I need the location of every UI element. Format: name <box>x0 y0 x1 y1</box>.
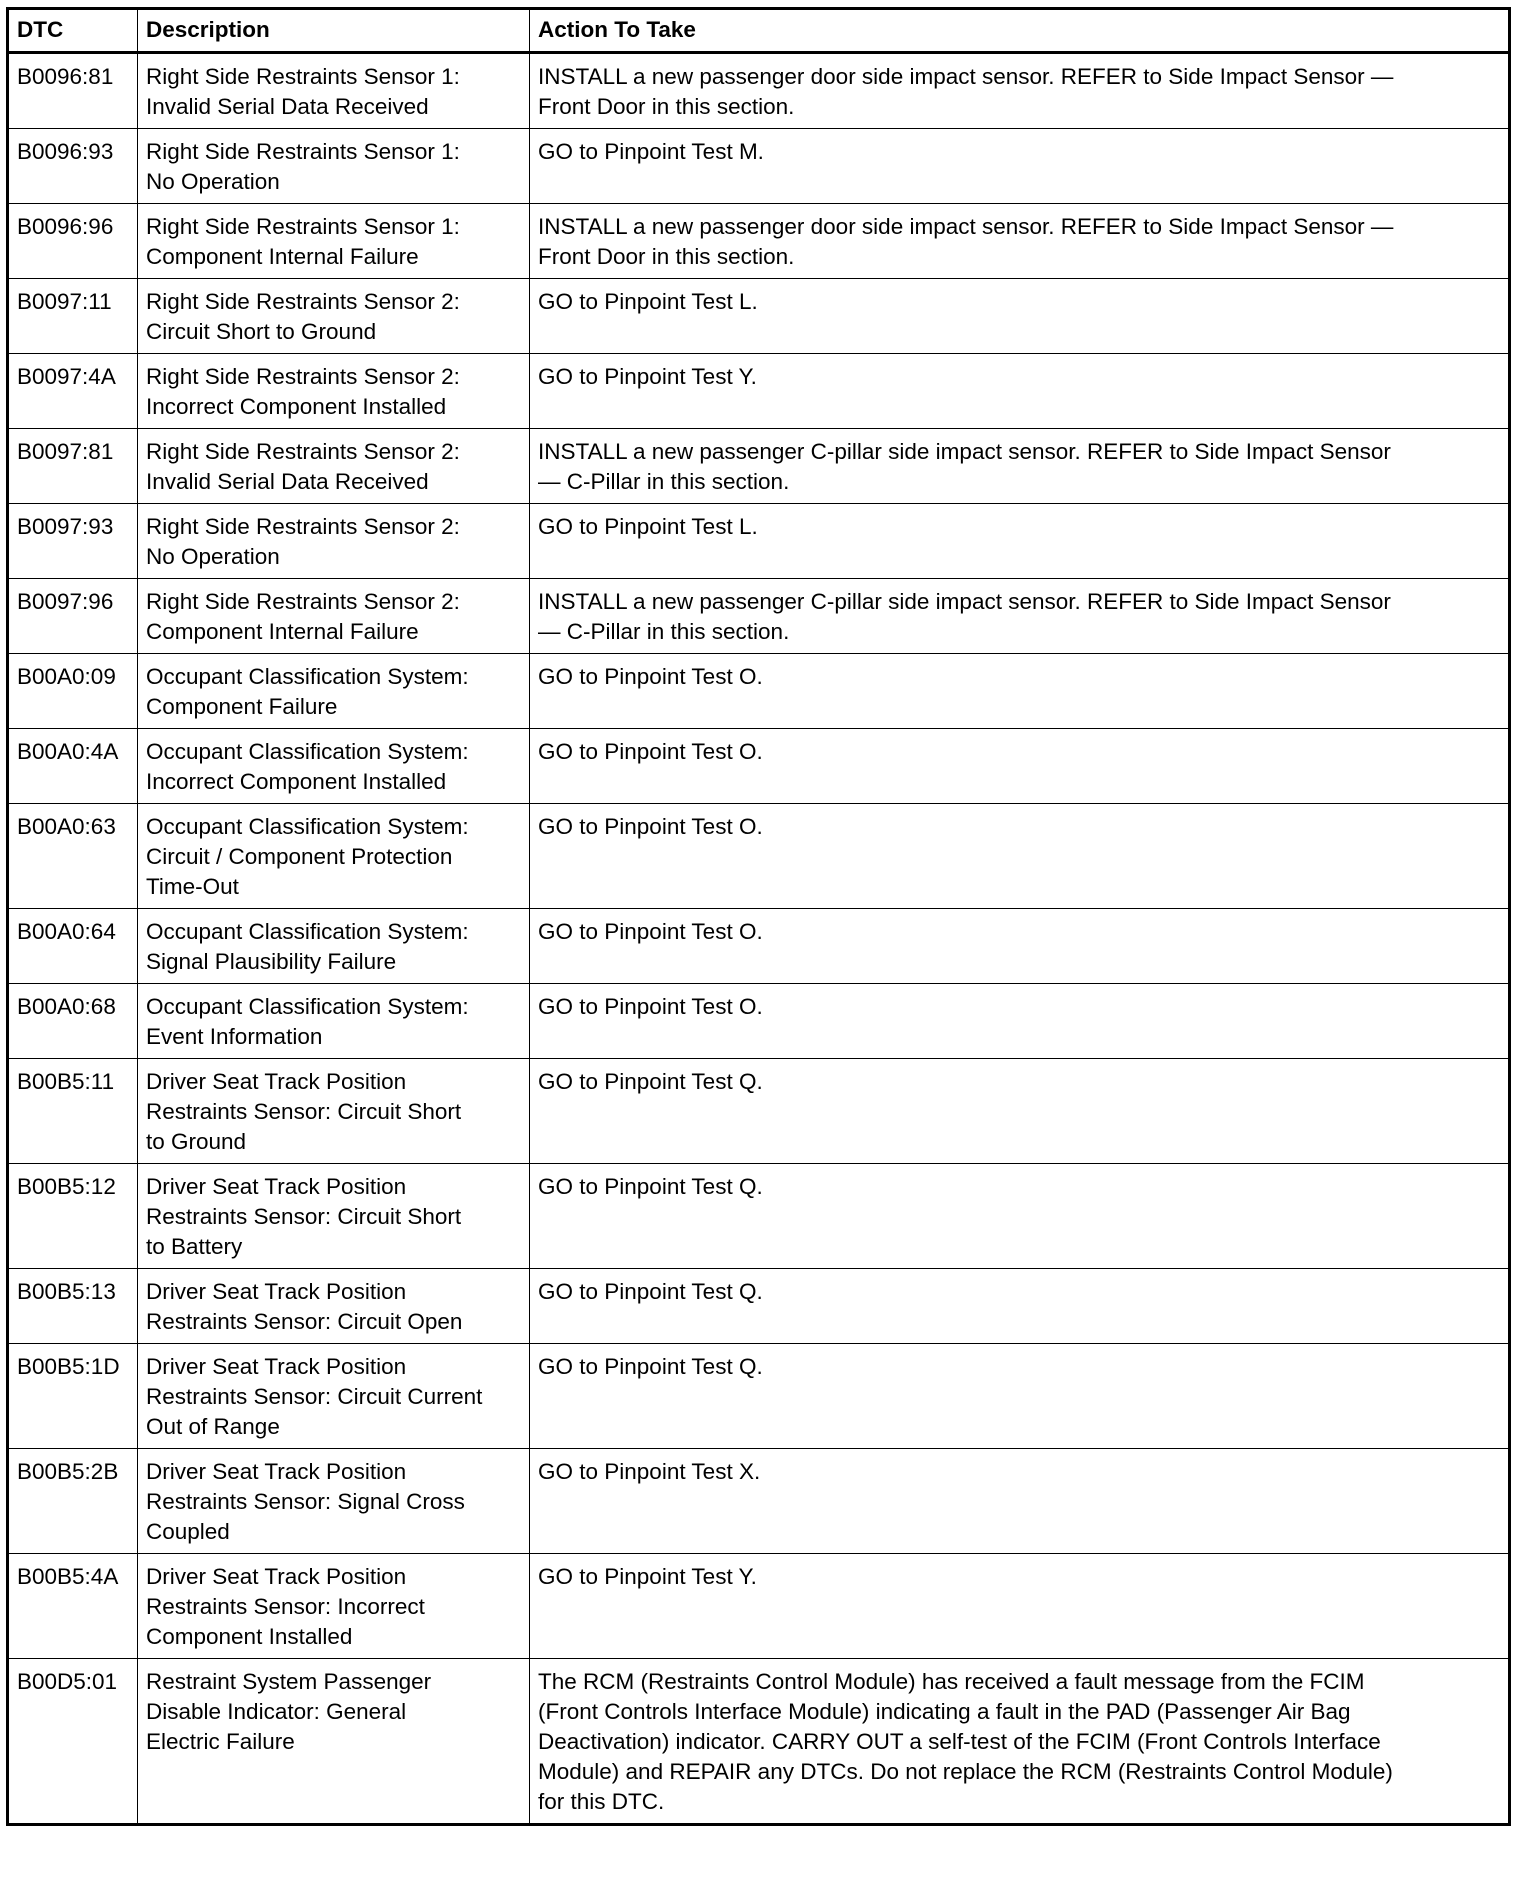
description-line: Restraints Sensor: Circuit Open <box>146 1309 463 1334</box>
dtc-code: B0096:81 <box>8 53 138 129</box>
description-line: Out of Range <box>146 1414 280 1439</box>
description-line: to Battery <box>146 1234 243 1259</box>
description-line: Invalid Serial Data Received <box>146 94 429 119</box>
table-row <box>8 909 1510 984</box>
description-line: Occupant Classification System: <box>146 739 469 764</box>
description-line: Restraints Sensor: Incorrect <box>146 1594 425 1619</box>
dtc-action <box>530 804 1510 909</box>
description-line: Right Side Restraints Sensor 2: <box>146 364 460 389</box>
action-line: for this DTC. <box>538 1789 665 1814</box>
action-line: GO to Pinpoint Test O. <box>538 994 763 1019</box>
dtc-action <box>530 1164 1510 1269</box>
description-line: Time-Out <box>146 874 239 899</box>
dtc-code: B00A0:63 <box>8 804 138 909</box>
action-line: GO to Pinpoint Test L. <box>538 289 758 314</box>
dtc-description <box>138 1269 530 1344</box>
table-row <box>8 1659 1510 1825</box>
dtc-action <box>530 53 1510 129</box>
dtc-code: B00A0:64 <box>8 909 138 984</box>
description-line: Driver Seat Track Position <box>146 1459 407 1484</box>
action-line: (Front Controls Interface Module) indicating a fault in the PAD (Passenger Air Bag <box>538 1699 1351 1724</box>
dtc-description <box>138 279 530 354</box>
description-line: Right Side Restraints Sensor 2: <box>146 289 460 314</box>
dtc-action <box>530 129 1510 204</box>
description-line: Occupant Classification System: <box>146 814 469 839</box>
dtc-code: B00B5:11 <box>8 1059 138 1164</box>
dtc-action <box>530 1449 1510 1554</box>
table-row <box>8 654 1510 729</box>
dtc-description <box>138 504 530 579</box>
dtc-description <box>138 729 530 804</box>
table-row <box>8 53 1510 129</box>
action-line: GO to Pinpoint Test O. <box>538 664 763 689</box>
action-line: GO to Pinpoint Test Y. <box>538 1564 757 1589</box>
action-line: GO to Pinpoint Test Q. <box>538 1174 763 1199</box>
dtc-code: B00A0:4A <box>8 729 138 804</box>
table-row <box>8 354 1510 429</box>
description-line: Circuit Short to Ground <box>146 319 377 344</box>
action-line: — C-Pillar in this section. <box>538 469 790 494</box>
dtc-action <box>530 1269 1510 1344</box>
action-line: GO to Pinpoint Test M. <box>538 139 764 164</box>
table-row <box>8 729 1510 804</box>
description-line: Occupant Classification System: <box>146 994 469 1019</box>
dtc-description <box>138 1659 530 1825</box>
table-row <box>8 1554 1510 1659</box>
description-line: Occupant Classification System: <box>146 919 469 944</box>
action-line: INSTALL a new passenger C-pillar side impact sensor. REFER to Side Impact Sensor <box>538 439 1391 464</box>
action-line: GO to Pinpoint Test O. <box>538 919 763 944</box>
action-line: INSTALL a new passenger C-pillar side impact sensor. REFER to Side Impact Sensor <box>538 589 1391 614</box>
table-row <box>8 204 1510 279</box>
action-line: Deactivation) indicator. CARRY OUT a self-test of the FCIM (Front Controls Interface <box>538 1729 1381 1754</box>
header-description: Description <box>138 9 530 53</box>
table-row <box>8 984 1510 1059</box>
description-line: to Ground <box>146 1129 247 1154</box>
description-line: Right Side Restraints Sensor 1: <box>146 139 460 164</box>
description-line: Invalid Serial Data Received <box>146 469 429 494</box>
dtc-action <box>530 354 1510 429</box>
dtc-action <box>530 279 1510 354</box>
action-line: — C-Pillar in this section. <box>538 619 790 644</box>
table-header <box>8 9 1510 53</box>
dtc-description <box>138 53 530 129</box>
action-line: GO to Pinpoint Test O. <box>538 739 763 764</box>
description-line: Circuit / Component Protection <box>146 844 453 869</box>
dtc-code: B00A0:09 <box>8 654 138 729</box>
description-line: Incorrect Component Installed <box>146 394 447 419</box>
table-row <box>8 429 1510 504</box>
dtc-code: B00B5:1D <box>8 1344 138 1449</box>
dtc-description <box>138 354 530 429</box>
dtc-action <box>530 1344 1510 1449</box>
description-line: Right Side Restraints Sensor 1: <box>146 214 460 239</box>
header-action: Action To Take <box>530 9 1510 53</box>
dtc-action <box>530 204 1510 279</box>
dtc-description <box>138 984 530 1059</box>
action-line: Front Door in this section. <box>538 244 795 269</box>
description-line: Component Failure <box>146 694 338 719</box>
dtc-code: B00D5:01 <box>8 1659 138 1825</box>
dtc-code: B0096:96 <box>8 204 138 279</box>
description-line: No Operation <box>146 169 280 194</box>
action-line: Front Door in this section. <box>538 94 795 119</box>
dtc-description <box>138 429 530 504</box>
action-line: GO to Pinpoint Test X. <box>538 1459 761 1484</box>
dtc-description <box>138 129 530 204</box>
dtc-code: B00B5:4A <box>8 1554 138 1659</box>
action-line: The RCM (Restraints Control Module) has received a fault message from the FCIM <box>538 1669 1365 1694</box>
dtc-description <box>138 1449 530 1554</box>
description-line: Driver Seat Track Position <box>146 1564 407 1589</box>
table-row <box>8 804 1510 909</box>
description-line: Occupant Classification System: <box>146 664 469 689</box>
action-line: INSTALL a new passenger door side impact sensor. REFER to Side Impact Sensor — <box>538 64 1394 89</box>
dtc-code: B00B5:12 <box>8 1164 138 1269</box>
action-line: GO to Pinpoint Test Q. <box>538 1069 763 1094</box>
table-row <box>8 279 1510 354</box>
table-row <box>8 579 1510 654</box>
dtc-description <box>138 804 530 909</box>
dtc-description <box>138 1059 530 1164</box>
description-line: Restraints Sensor: Circuit Current <box>146 1384 483 1409</box>
table-row <box>8 504 1510 579</box>
table-row <box>8 1269 1510 1344</box>
description-line: Driver Seat Track Position <box>146 1069 407 1094</box>
dtc-description <box>138 654 530 729</box>
table-row <box>8 1164 1510 1269</box>
description-line: Right Side Restraints Sensor 2: <box>146 589 460 614</box>
dtc-description <box>138 1554 530 1659</box>
description-line: Incorrect Component Installed <box>146 769 447 794</box>
action-line: GO to Pinpoint Test L. <box>538 514 758 539</box>
dtc-action <box>530 909 1510 984</box>
description-line: Right Side Restraints Sensor 2: <box>146 514 460 539</box>
action-line: GO to Pinpoint Test O. <box>538 814 763 839</box>
dtc-action <box>530 1059 1510 1164</box>
dtc-code: B00B5:2B <box>8 1449 138 1554</box>
dtc-description <box>138 1344 530 1449</box>
dtc-code: B0097:96 <box>8 579 138 654</box>
table-row <box>8 1059 1510 1164</box>
description-line: Restraint System Passenger <box>146 1669 432 1694</box>
dtc-code: B0097:81 <box>8 429 138 504</box>
table-row <box>8 1449 1510 1554</box>
dtc-description <box>138 204 530 279</box>
action-line: Module) and REPAIR any DTCs. Do not replace the RCM (Restraints Control Module) <box>538 1759 1393 1784</box>
dtc-code: B0097:4A <box>8 354 138 429</box>
description-line: Restraints Sensor: Circuit Short <box>146 1099 462 1124</box>
dtc-action <box>530 429 1510 504</box>
header-dtc: DTC <box>8 9 138 53</box>
description-line: No Operation <box>146 544 280 569</box>
dtc-action <box>530 504 1510 579</box>
dtc-description <box>138 909 530 984</box>
table-body <box>8 53 1510 1825</box>
action-line: INSTALL a new passenger door side impact sensor. REFER to Side Impact Sensor — <box>538 214 1394 239</box>
action-line: GO to Pinpoint Test Q. <box>538 1279 763 1304</box>
dtc-code: B0097:11 <box>8 279 138 354</box>
description-line: Restraints Sensor: Circuit Short <box>146 1204 462 1229</box>
action-line: GO to Pinpoint Test Q. <box>538 1354 763 1379</box>
description-line: Electric Failure <box>146 1729 295 1754</box>
description-line: Component Internal Failure <box>146 244 419 269</box>
dtc-table <box>6 7 1511 1826</box>
dtc-action <box>530 579 1510 654</box>
dtc-action <box>530 729 1510 804</box>
action-line: GO to Pinpoint Test Y. <box>538 364 757 389</box>
dtc-description <box>138 579 530 654</box>
dtc-code: B0097:93 <box>8 504 138 579</box>
description-line: Driver Seat Track Position <box>146 1279 407 1304</box>
dtc-code: B00A0:68 <box>8 984 138 1059</box>
description-line: Component Internal Failure <box>146 619 419 644</box>
description-line: Component Installed <box>146 1624 353 1649</box>
description-line: Signal Plausibility Failure <box>146 949 397 974</box>
dtc-action <box>530 1659 1510 1825</box>
dtc-code: B00B5:13 <box>8 1269 138 1344</box>
dtc-code: B0096:93 <box>8 129 138 204</box>
description-line: Driver Seat Track Position <box>146 1354 407 1379</box>
description-line: Coupled <box>146 1519 230 1544</box>
description-line: Event Information <box>146 1024 323 1049</box>
description-line: Right Side Restraints Sensor 2: <box>146 439 460 464</box>
dtc-action <box>530 654 1510 729</box>
dtc-action <box>530 984 1510 1059</box>
table-row <box>8 129 1510 204</box>
table-row <box>8 1344 1510 1449</box>
description-line: Disable Indicator: General <box>146 1699 407 1724</box>
description-line: Right Side Restraints Sensor 1: <box>146 64 460 89</box>
description-line: Restraints Sensor: Signal Cross <box>146 1489 465 1514</box>
dtc-description <box>138 1164 530 1269</box>
description-line: Driver Seat Track Position <box>146 1174 407 1199</box>
header-row <box>8 9 1510 53</box>
dtc-action <box>530 1554 1510 1659</box>
